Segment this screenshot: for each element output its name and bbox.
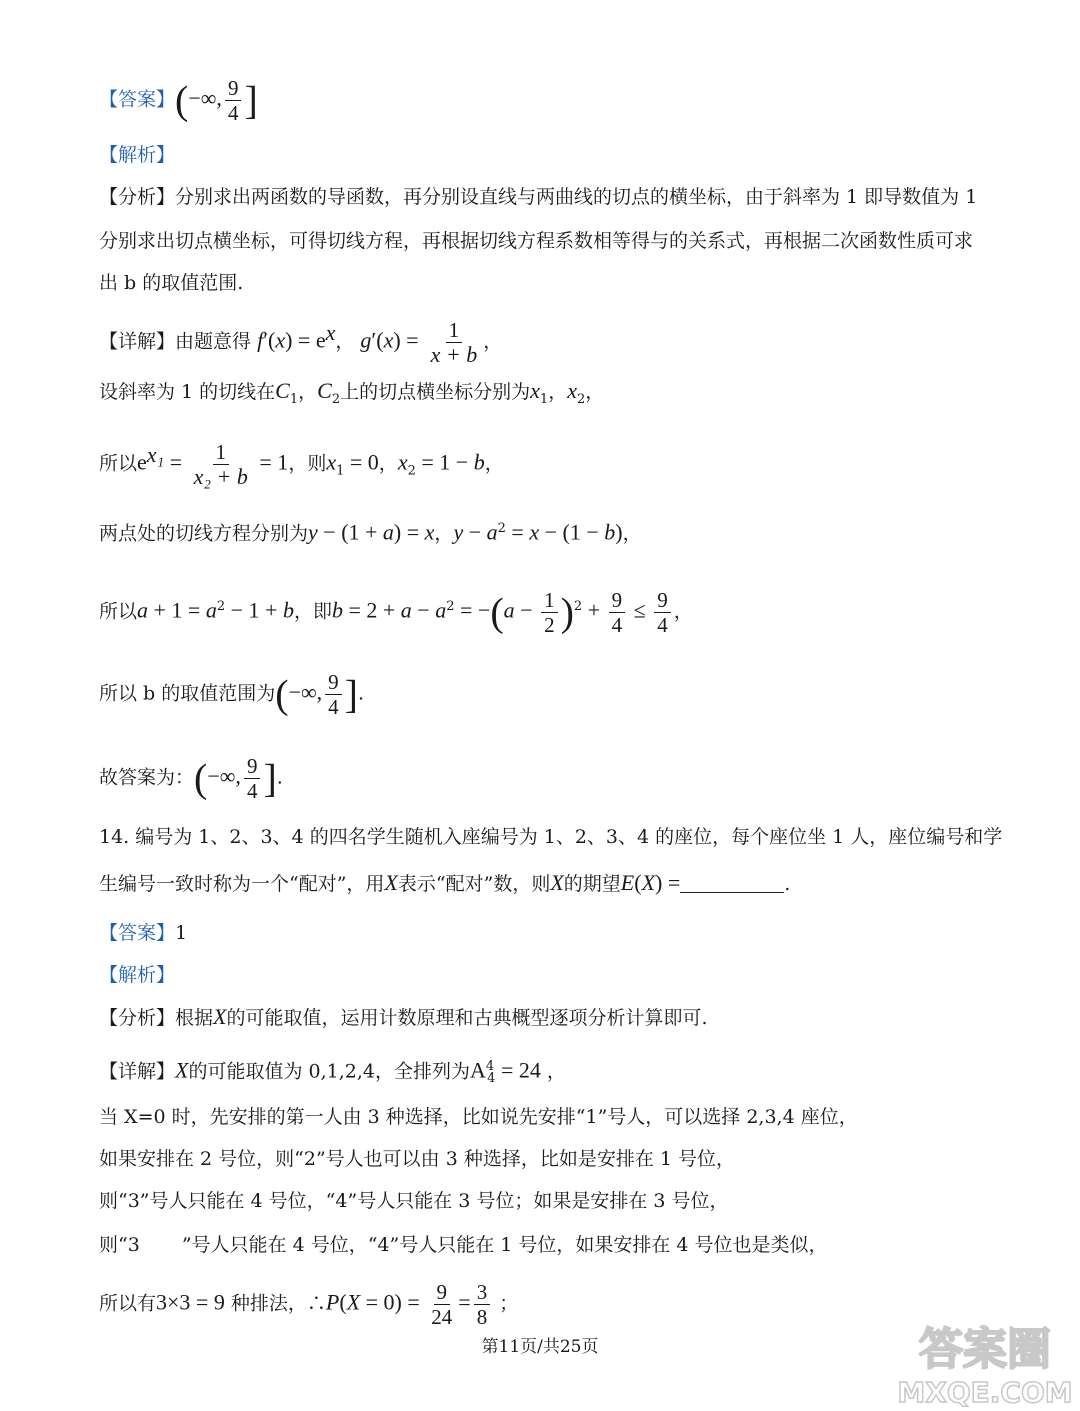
q14-jiexi-label: 【解析】 xyxy=(99,964,176,986)
q13-analysis-2: 分别求出切点横坐标，可得切线方程，再根据切线方程系数相等得与的关系式，再根据二次函数性质可求 xyxy=(99,230,974,252)
q14-detail-5: 则“3 ”号人只能在 4 号位，“4”号人只能在 1 号位，如果安排在 4 号位也是类似， xyxy=(99,1234,828,1256)
page-footer: 第11页/共25页 xyxy=(481,1337,599,1357)
q13-analysis-1: 【分析】分别求出两函数的导函数，再分别设直线与两曲线的切点的横坐标，由于斜率为 1 即导数值为 1 xyxy=(99,186,978,208)
answer-blank xyxy=(680,892,784,893)
q14-detail-4: 则“3”号人只能在 4 号位，“4”号人只能在 3 号位；如果是安排在 3 号位， xyxy=(99,1190,729,1212)
svg-text:MXQE.COM: MXQE.COM xyxy=(897,1376,1073,1408)
q14-detail-6: 所以有3×3 = 9 种排法，∴P(X = 0) = $\frac{9}{24}$ = $\frac{3}{8}$ ； xyxy=(99,1280,519,1329)
q13-detail-5: 所以$a + 1 = a^2 - 1 + b$，即$b = 2 + a - a^2 = -(a$ − $\frac{1}{2}$ )$^2$ + $\frac{9}{4}$ ≤ $\frac{9}{4}$ ， xyxy=(99,588,693,637)
fraction: $\frac{9}{4}$ xyxy=(225,76,242,125)
q14-analysis: 【分析】根据X的可能取值，运用计数原理和古典概型逐项分析计算即可. xyxy=(99,1004,708,1029)
watermark-logo xyxy=(896,1318,1074,1408)
q14-stem-1: 14. 编号为 1、2、3、4 的四名学生随机入座编号为 1、2、3、4 的座位，每个座位坐 1 人，座位编号和学 xyxy=(99,826,1003,848)
q13-detail-2: 设斜率为 1 的切线在$C_1$，$C_2$上的切点横坐标分别为$x_1$，$x_2$， xyxy=(99,378,605,407)
answer-label: 【答案】 xyxy=(99,88,176,111)
q13-detail-3: 所以$e^{x_1}$ = $\frac{1}{\text{x₂ + b}}$ = 1，则$x_1 = 0$，$x_2 = 1 - b$， xyxy=(99,440,504,489)
q13-detail-7: 故答案为：(−∞, $\frac{9}{4}$ ]. xyxy=(99,754,283,803)
q13-answer-line: 【答案】(−∞, $\frac{9}{4}$ ] xyxy=(99,76,258,125)
q13-detail-4: 两点处的切线方程分别为y − (1 + a) = x，$y - a^2 = x - (1 - b)$， xyxy=(99,519,642,545)
jiexi-label: 【解析】 xyxy=(99,144,176,166)
q14-answer-line: 【答案】1 xyxy=(99,922,188,944)
q14-detail-1: 【详解】X的可能取值为 0,1,2,4，全排列为$A^4_4 = 24$ ， xyxy=(99,1057,566,1087)
svg-text:答案圈: 答案圈 xyxy=(919,1324,1051,1375)
q14-stem-2: 生编号一致时称为一个“配对”，用X表示“配对”数，则X的期望E(X) = . xyxy=(99,870,791,895)
q14-detail-3: 如果安排在 2 号位，则“2”号人也可以由 3 种选择，比如是安排在 1 号位， xyxy=(99,1148,736,1170)
q14-detail-2: 当 X=0 时，先安排的第一人由 3 种选择，比如说先安排“1”号人，可以选择 2,3,4 座位， xyxy=(99,1106,858,1128)
q13-analysis-3: 出 b 的取值范围. xyxy=(99,272,244,294)
q13-detail-1: 【详解】由题意得 $f'(x) = e^x$， g′(x) = $\frac{1}{x + b}$ ， xyxy=(99,318,503,367)
q13-detail-6: 所以 b 的取值范围为(−∞, $\frac{9}{4}$ ]. xyxy=(99,670,365,719)
